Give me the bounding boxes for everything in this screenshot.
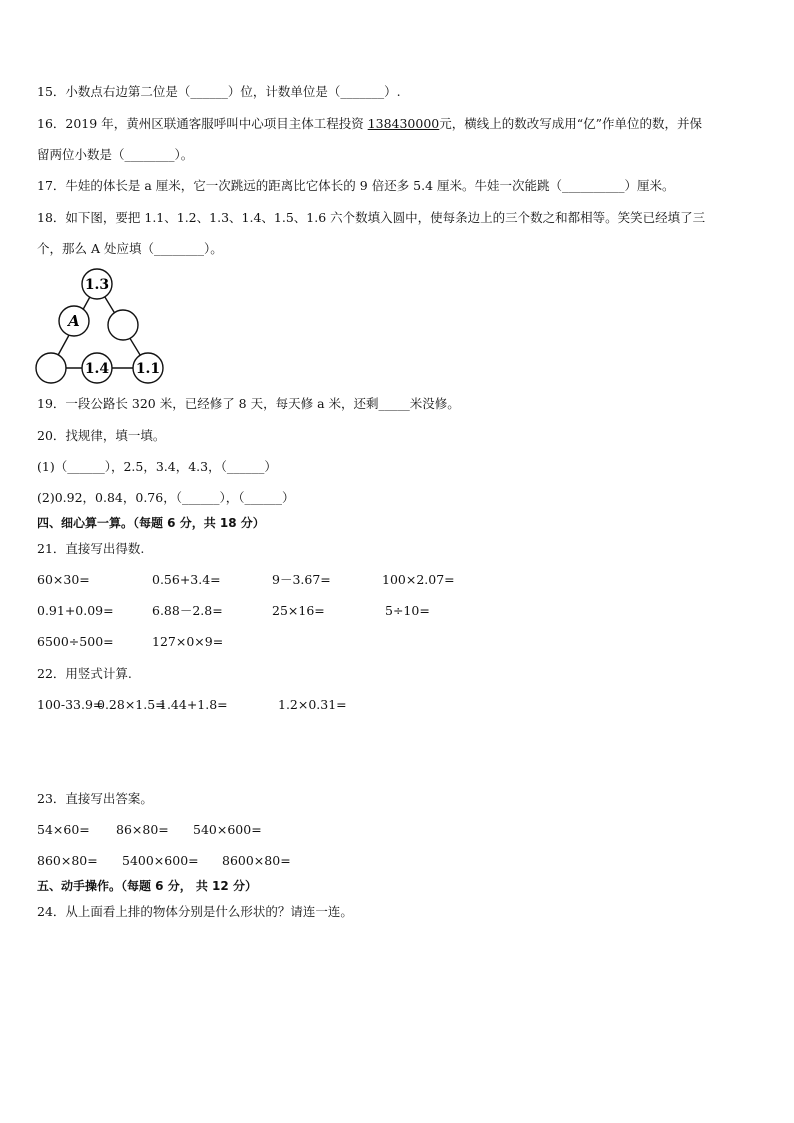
q23-item: 860×80= [37,853,98,868]
q21-item: 100×2.07= [382,572,455,587]
question-17: 17．牛娃的体长是 a 厘米，它一次跳远的距离比它体长的 9 倍还多 5.4 厘米。牛娃一次能跳（__________）厘米。 [37,178,675,193]
question-23-title: 23．直接写出答案。 [37,791,153,806]
q23-item: 8600×80= [222,853,291,868]
question-16-amount: 138430000 [367,116,440,131]
q21-item: 9－3.67= [272,572,331,587]
q21-item: 127×0×9= [152,634,224,649]
question-20-part2: (2)0.92，0.84，0.76，（______），（______） [37,490,295,505]
q21-item: 60×30= [37,572,90,587]
q22-item: 1.2×0.31= [278,697,347,712]
section-5-heading: 五、动手操作。（每题 6 分， 共 12 分） [37,879,257,893]
q21-item: 6500÷500= [37,634,114,649]
q21-item: 0.91+0.09= [37,603,114,618]
section-4-heading: 四、细心算一算。（每题 6 分，共 18 分） [37,516,265,530]
circle-bottom-right-label: 1.1 [135,361,161,377]
q21-item: 25×16= [272,603,325,618]
q23-item: 5400×600= [122,853,199,868]
question-16-line2: 留两位小数是（________）。 [37,147,194,162]
q23-item: 54×60= [37,822,90,837]
q23-item: 540×600= [193,822,262,837]
question-20-part1: (1)（______），2.5，3.4，4.3，（______） [37,459,277,474]
question-20-title: 20．找规律，填一填。 [37,428,166,443]
triangle-circle-diagram [34,266,166,384]
q23-item: 86×80= [116,822,169,837]
question-22-title: 22．用竖式计算. [37,666,132,681]
circle-top-label: 1.3 [84,277,110,293]
question-18-line1: 18．如下图，要把 1.1、1.2、1.3、1.4、1.5、1.6 六个数填入圆中，使每条边上的三个数之和都相等。笑笑已经填了三 [37,210,706,225]
question-24: 24．从上面看上排的物体分别是什么形状的？请连一连。 [37,904,353,919]
circle-right-mid [108,310,138,340]
q22-item: 1.44+1.8= [159,697,228,712]
q21-item: 6.88－2.8= [152,603,223,618]
q22-item: 100-33.9= [37,697,104,712]
question-16-prefix: 16．2019 年，黄州区联通客服呼叫中心项目主体工程投资 [37,116,368,131]
q22-item: 0.28×1.5= [97,697,166,712]
q21-item: 0.56+3.4= [152,572,221,587]
circle-left-mid-label: A [68,312,80,330]
question-16-suffix: 元，横线上的数改写成用“亿”作单位的数，并保 [439,116,703,131]
question-19: 19．一段公路长 320 米，已经修了 8 天，每天修 a 米，还剩_____米没修。 [37,396,460,411]
question-15: 15．小数点右边第二位是（______）位，计数单位是（_______）. [37,84,401,99]
question-21-title: 21．直接写出得数. [37,541,145,556]
question-16-line1 [37,116,702,132]
question-18-line2: 个，那么 A 处应填（________）。 [37,241,223,256]
circle-bottom-left [36,353,66,383]
q21-item: 5÷10= [385,603,430,618]
circle-bottom-mid-label: 1.4 [84,361,110,377]
